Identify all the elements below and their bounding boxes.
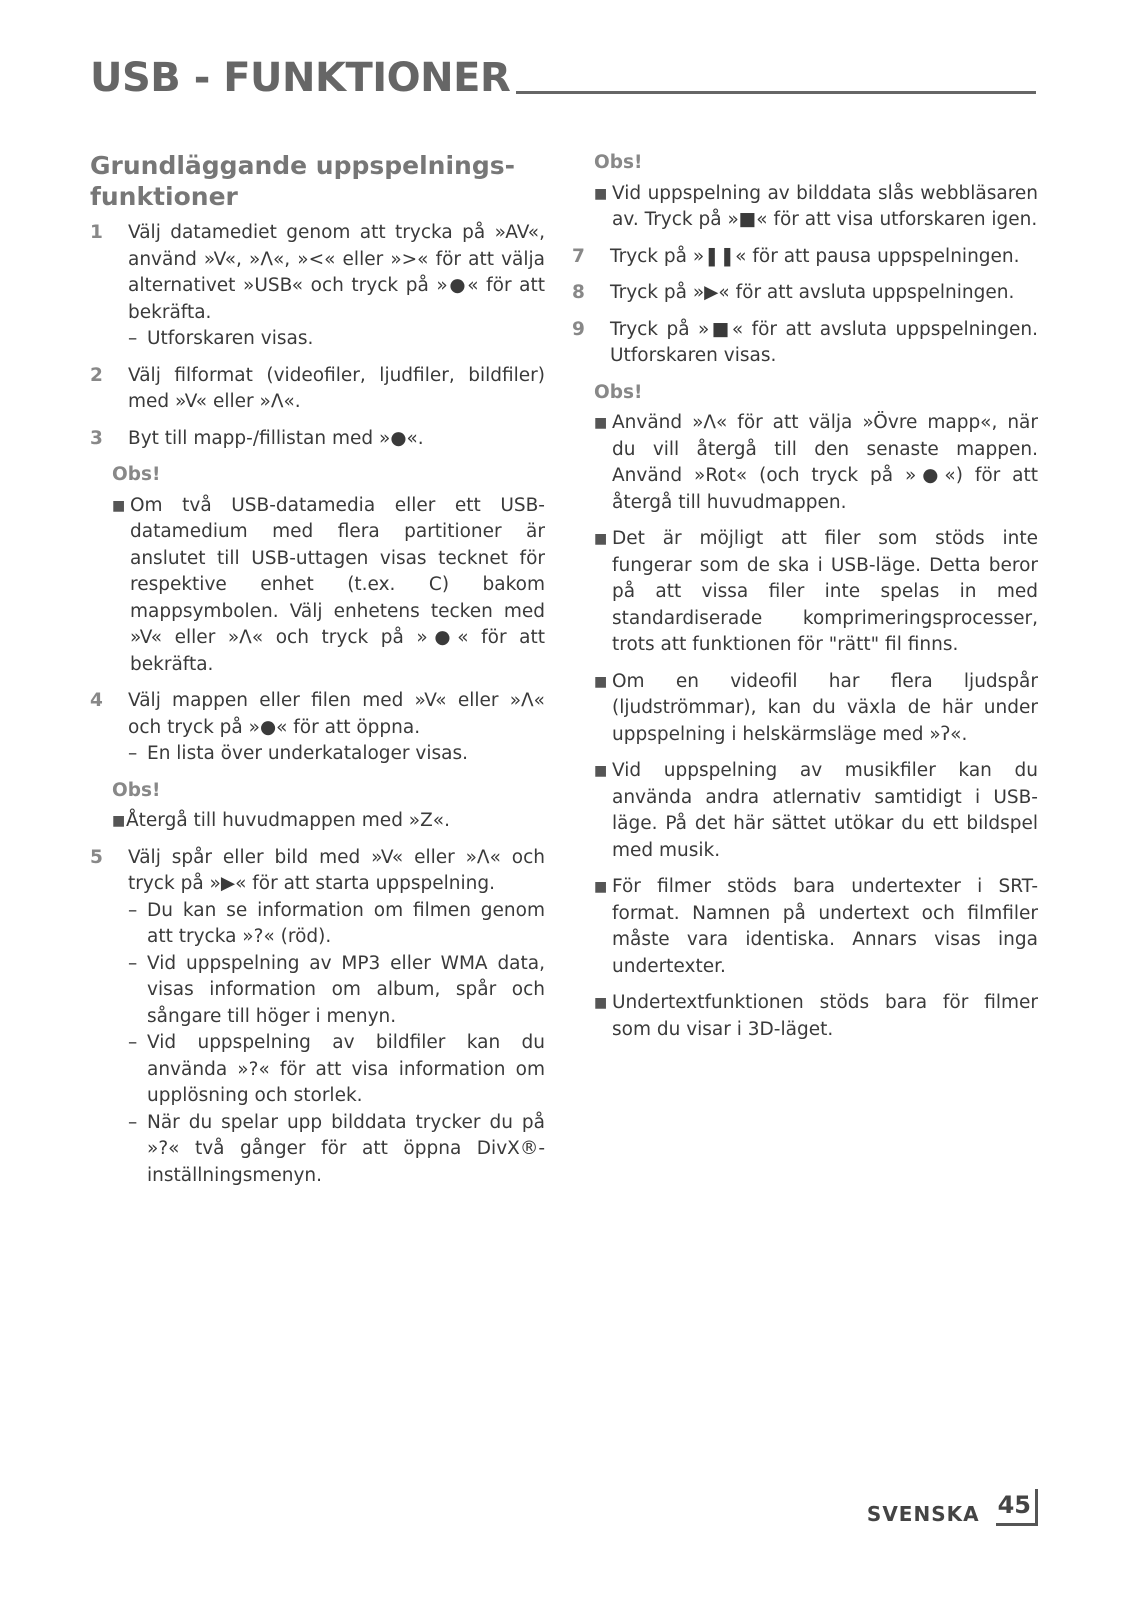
note-label: Obs!	[112, 464, 161, 485]
square-bullet-icon: ■	[594, 185, 608, 202]
section-title: Grundläggande uppspelnings- funktioner	[90, 151, 515, 211]
step-text: Välj datamediet genom att trycka på »AV«, använd »V«, »Λ«, »<« eller »>« för att välja alternativet »USB« och tryck på »●« för att bekräfta.	[128, 222, 545, 323]
step-2	[90, 363, 545, 416]
footer-language: SVENSKA	[866, 1502, 980, 1526]
step-text: Välj spår eller bild med »V« eller »Λ« och tryck på »▶« för att starta uppspelning.	[128, 846, 545, 894]
note-item: ■ Undertextfunktionen stöds bara för filmer som du visar i 3D-läget.	[594, 990, 1038, 1043]
square-bullet-icon: ■	[594, 995, 608, 1011]
square-bullet-icon: ■	[594, 879, 608, 895]
step-number: 8	[572, 282, 585, 303]
step-number: 9	[572, 318, 585, 340]
step-1	[90, 220, 545, 353]
result-line: – En lista över underkataloger visas.	[128, 743, 468, 764]
result-line: – Vid uppspelning av MP3 eller WMA data, visas information om album, spår och sångare till höger i menyn.	[128, 952, 545, 1027]
step-3	[90, 426, 545, 453]
left-column	[90, 150, 545, 1199]
result-line: – Du kan se information om filmen genom att trycka »?« (röd).	[128, 899, 545, 947]
header-rule	[516, 91, 1036, 94]
step-text: Tryck på »■« för att avsluta uppspelningen. Utforskaren visas.	[610, 318, 1038, 366]
note-item: ■ Det är möjligt att filer som stöds inte fungerar som de ska i USB-läge. Detta beror på att vissa filer inte spelas in med standardiserade komprimeringsprocesser, trots att funktionen för "rätt" fil finns.	[594, 526, 1038, 659]
note-label: Obs!	[112, 779, 161, 801]
result-line: – Utforskaren visas.	[128, 328, 314, 349]
page-title: USB - FUNKTIONER	[90, 55, 511, 101]
note-item: ■ Om en videofil har flera ljudspår (ljudströmmar), kan du växla de här under uppspelning i helskärmsläge med »ʔ«.	[594, 669, 1038, 749]
note-item: ■ Vid uppspelning av bilddata slås webbläsaren av. Tryck på »■« för att visa utforskaren igen.	[594, 181, 1038, 234]
page-header	[90, 55, 1036, 101]
right-column	[572, 150, 1038, 1053]
step-7	[572, 244, 1038, 271]
step-number: 7	[572, 245, 585, 267]
step-number: 4	[90, 690, 103, 711]
square-bullet-icon: ■	[594, 673, 608, 690]
square-bullet-icon: ■	[594, 531, 608, 547]
note-item: ■ Använd »Λ« för att välja »Övre mapp«, när du vill återgå till den senaste mappen. Använd »Rot« (och tryck på »●«) för att återgå till huvudmappen.	[594, 410, 1038, 516]
step-number: 5	[90, 846, 103, 868]
note-item: ■ Om två USB-datamedia eller ett USB-datamedium med flera partitioner är anslutet till USB-uttagen visas tecknet för respektive enhet (t.ex. C) bakom mappsymbolen. Välj enhetens tecken med »V« eller »Λ« och tryck på »●« för att bekräfta.	[112, 493, 545, 679]
step-9	[572, 317, 1038, 370]
note-label: Obs!	[594, 381, 643, 403]
result-line: – Vid uppspelning av bildfiler kan du använda »?« för att visa information om upplösning och storlek.	[128, 1032, 545, 1106]
step-number: 2	[90, 364, 103, 386]
step-number: 3	[90, 427, 103, 449]
note-label: Obs!	[594, 152, 643, 173]
step-text: Byt till mapp-/fillistan med »●«.	[128, 427, 424, 449]
step-text: Tryck på »▶« för att avsluta uppspelningen.	[610, 282, 1015, 303]
result-line: – När du spelar upp bilddata trycker du på »?« två gånger för att öppna DivX®-inställningsmenyn.	[128, 1111, 545, 1186]
step-5	[90, 845, 545, 1190]
square-bullet-icon: ■	[112, 497, 126, 514]
step-text: Tryck på »❚❚« för att pausa uppspelningen.	[610, 245, 1020, 267]
step-8	[572, 280, 1038, 307]
square-bullet-icon: ■	[594, 763, 608, 779]
note-item: ■ Vid uppspelning av musikfiler kan du använda andra atlernativ samtidigt i USB-läge. På det här sättet utökar du ett bildspel med musik.	[594, 758, 1038, 864]
step-number: 1	[90, 222, 103, 243]
step-text: Välj mappen eller filen med »V« eller »Λ« och tryck på »●« för att öppna.	[128, 690, 545, 738]
square-bullet-icon: ■	[594, 415, 608, 431]
step-4	[90, 688, 545, 768]
page-number: 45	[996, 1489, 1038, 1526]
page-footer	[867, 1488, 1038, 1526]
step-text: Välj filformat (videofiler, ljudfiler, bildfiler) med »V« eller »Λ«.	[128, 364, 545, 412]
square-bullet-icon: ■	[112, 813, 126, 829]
note-item: ■ För filmer stöds bara undertexter i SRT-format. Namnen på undertext och filmfiler måste vara identiska. Annars visas inga undertexter.	[594, 874, 1038, 980]
note-item: ■ Återgå till huvudmappen med »Z«.	[112, 808, 545, 835]
